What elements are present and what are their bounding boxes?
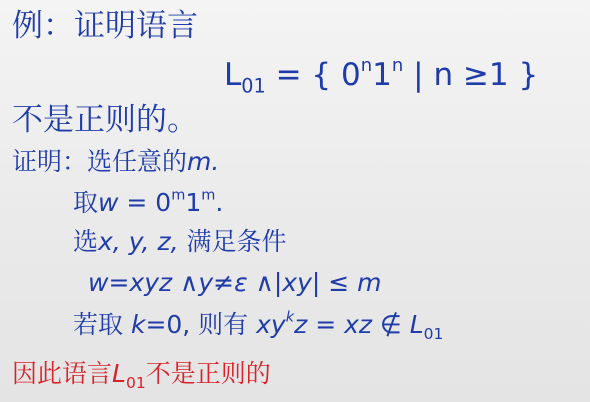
pumping-line <box>73 309 444 343</box>
condition-expression: =xyz ∧y≠ε ∧|xy| ≤ <box>108 268 358 297</box>
claim-line <box>12 102 198 138</box>
take-variable-w: w <box>98 188 119 217</box>
one-symbol: 1 <box>372 57 392 93</box>
pumping-language: L <box>409 310 424 339</box>
language-definition <box>224 54 539 98</box>
pumping-language-subscript: 01 <box>423 324 444 343</box>
conclusion-language: L <box>112 359 126 388</box>
language-name: L <box>224 57 242 93</box>
condition-w: w <box>88 268 109 297</box>
heading-text: 例：证明语言 <box>12 8 198 44</box>
proof-line <box>12 149 219 174</box>
conclusion-subscript: 01 <box>125 373 146 392</box>
condition-m: m <box>357 268 382 297</box>
proof-variable-m: m. <box>187 147 220 176</box>
zero-exponent: n <box>360 54 373 76</box>
left-brace: { <box>311 57 332 93</box>
choose-condition-label: 满足条件 <box>178 227 287 256</box>
pumping-result: z = xz ∉ <box>294 310 410 339</box>
pumping-label: 若取 <box>73 310 131 339</box>
pumping-k-exponent: k <box>285 309 295 326</box>
equals-sign: = <box>275 57 302 93</box>
conclusion-line <box>12 359 271 392</box>
take-w-line <box>73 187 224 217</box>
pumping-xy: xy <box>256 310 286 339</box>
take-one: 1 <box>185 188 202 217</box>
one-exponent: n <box>391 54 404 76</box>
take-one-exponent: m <box>201 187 216 204</box>
take-period: . <box>215 188 224 217</box>
proof-label: 证明：选任意的 <box>12 147 188 176</box>
choose-line <box>73 229 286 254</box>
zero-symbol: 0 <box>341 57 361 93</box>
set-bar: | <box>413 57 424 93</box>
language-subscript: 01 <box>241 74 266 98</box>
slide-heading <box>12 8 198 44</box>
take-label: 取 <box>73 188 99 217</box>
pumping-k-value: =0, 则有 <box>145 310 257 339</box>
take-equals-zero: = 0 <box>118 188 172 217</box>
take-zero-exponent: m <box>171 187 186 204</box>
conclusion-text-b: 不是正则的 <box>145 359 271 388</box>
choose-variables: x, y, z, <box>98 227 179 256</box>
right-brace: } <box>518 57 539 93</box>
conclusion-text-a: 因此语言 <box>12 359 113 388</box>
pumping-k: k <box>130 310 146 339</box>
set-condition: n ≥1 <box>433 57 509 93</box>
choose-label: 选 <box>73 227 99 256</box>
claim-text: 不是正则的。 <box>12 102 198 138</box>
condition-line <box>88 270 382 295</box>
